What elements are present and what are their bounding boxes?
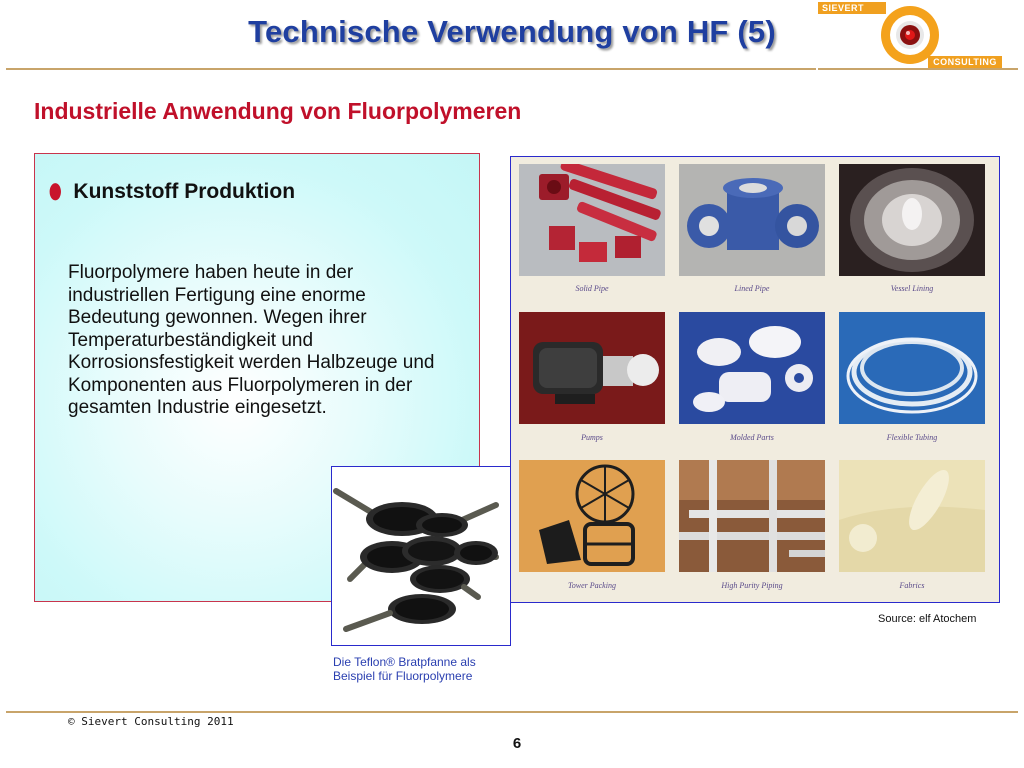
logo-top-text: SIEVERT [818,2,886,14]
bullet-heading-text: Kunststoff Produktion [73,180,296,203]
pumps-photo [519,312,665,424]
pan-caption-line1: Die Teflon® Bratpfanne als [333,655,476,669]
tile-caption: Pumps [581,433,603,442]
frying-pans-photo [332,467,509,644]
sievert-consulting-logo [818,0,1004,68]
tile-caption: Vessel Lining [890,284,934,293]
copyright-text: © Sievert Consulting 2011 [68,715,234,728]
body-paragraph: Fluorpolymere haben heute in der industriellen Fertigung eine enorme Bedeutung gewonnen. Wegen ihrer Temperaturbeständigkeit und Korrosionsfestigkeit werden Halbzeuge und Komponenten aus Fluorpolymeren in der gesamten Industrie eingesetzt. [68,262,435,418]
logo-bottom-text: CONSULTING [928,56,1002,68]
high-purity-piping-photo [679,460,825,572]
pan-caption-line2: Beispiel für Fluorpolymere [333,669,473,683]
teflon-pan-image [331,466,511,646]
page-number: 6 [512,735,522,752]
tile-caption: Tower Packing [568,581,616,590]
molded-parts-photo [679,312,825,424]
vessel-lining-photo [839,164,985,276]
arrow-bullet-icon: ⬮ [49,181,62,203]
source-note: Source: elf Atochem [878,613,977,625]
photo-grid-panel [510,156,1000,603]
lined-pipe-photo [679,164,825,276]
tile-caption: Lined Pipe [734,284,770,293]
slide-subtitle: Industrielle Anwendung von Fluorpolymeren [34,98,522,124]
bullet-heading [49,180,295,204]
fabrics-photo [839,460,985,572]
tile-caption: Fabrics [899,581,925,590]
logo-divider [818,68,1018,70]
tile-caption: Solid Pipe [575,284,609,293]
solid-pipe-photo [519,164,665,276]
slide-title: Technische Verwendung von HF (5) [248,14,776,49]
tower-packing-photo [519,460,665,572]
tile-caption: High Purity Piping [721,581,783,590]
flexible-tubing-photo [839,312,985,424]
footer-divider [6,711,1018,713]
tile-caption: Flexible Tubing [886,433,938,442]
title-divider [6,68,816,70]
tile-caption: Molded Parts [730,433,774,442]
pan-caption [333,655,533,683]
